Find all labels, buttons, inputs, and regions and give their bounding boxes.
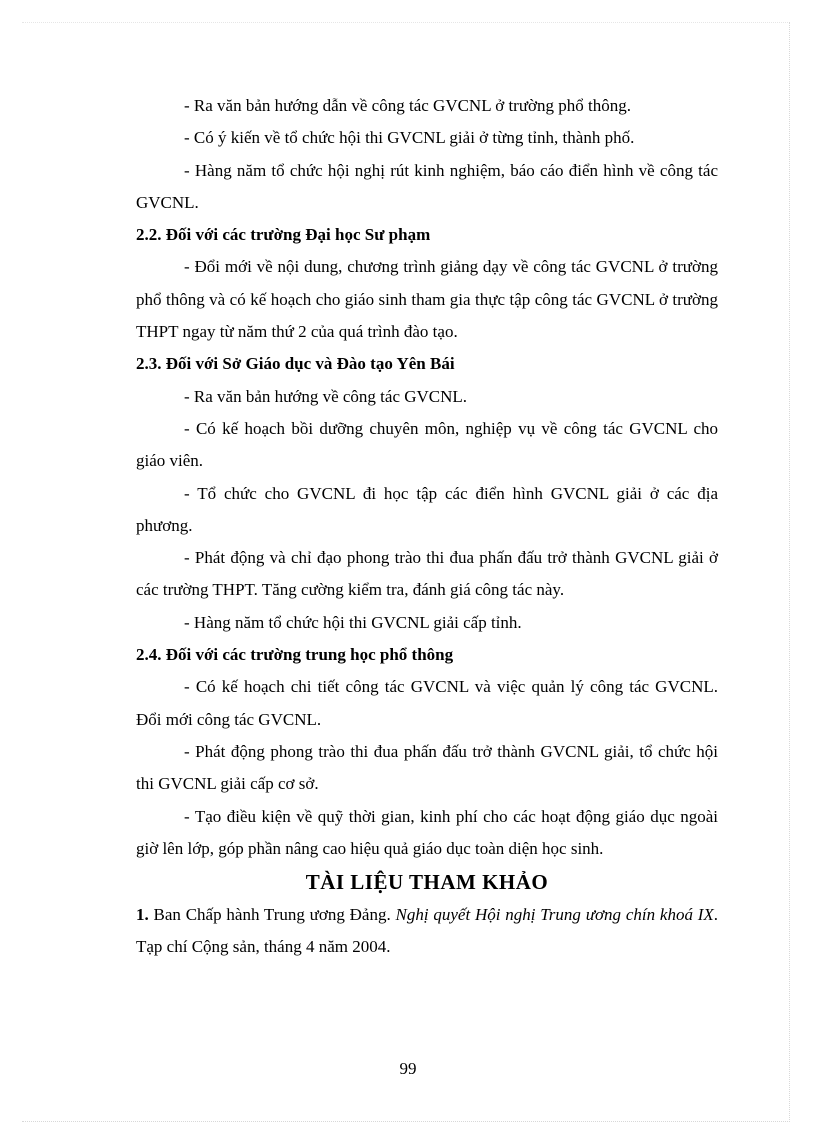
page-content xyxy=(136,90,718,962)
section-heading-2-3: 2.3. Đối với Sở Giáo dục và Đào tạo Yên Bái xyxy=(136,354,455,374)
reference-number: 1. xyxy=(136,905,149,925)
section-heading-2-4: 2.4. Đối với các trường trung học phổ thông xyxy=(136,645,454,665)
paragraph-7: - Tổ chức cho GVCNL đi học tập các điển hình GVCNL giải ở các địa phương. xyxy=(136,483,718,535)
paragraph-10: - Có kế hoạch chi tiết công tác GVCNL và việc quản lý công tác GVCNL. Đổi mới công tác GVCNL. xyxy=(136,677,718,729)
reference-title: Nghị quyết Hội nghị Trung ương chín khoá IX xyxy=(395,905,714,925)
paragraph-5: - Ra văn bản hướng về công tác GVCNL. xyxy=(184,386,468,406)
paragraph-2: - Có ý kiến về tổ chức hội thi GVCNL giải ở từng tỉnh, thành phố. xyxy=(184,128,635,148)
section-heading-2-2: 2.2. Đối với các trường Đại học Sư phạm xyxy=(136,225,431,245)
paragraph-12: - Tạo điều kiện về quỹ thời gian, kinh phí cho các hoạt động giáo dục ngoài giờ lên lớp, góp phần nâng cao hiệu quả giáo dục toàn diện học sinh. xyxy=(136,806,718,858)
paragraph-4: - Đổi mới về nội dung, chương trình giảng dạy về công tác GVCNL ở trường phổ thông và có kế hoạch cho giáo sinh tham gia thực tập công tác GVCNL ở trường THPT ngay từ năm thứ 2 của quá trình đào tạo. xyxy=(136,257,718,342)
paragraph-6: - Có kế hoạch bồi dưỡng chuyên môn, nghiệp vụ về công tác GVCNL cho giáo viên. xyxy=(136,418,718,471)
reference-source: . Tạp chí Cộng sản, tháng 4 năm 2004. xyxy=(136,905,719,956)
reference-author: Ban Chấp hành Trung ương Đảng. xyxy=(153,905,391,925)
paragraph-11: - Phát động phong trào thi đua phấn đấu trở thành GVCNL giải, tổ chức hội thi GVCNL giải cấp cơ sở. xyxy=(136,741,718,794)
page-number: 99 xyxy=(399,1059,417,1078)
reference-item xyxy=(136,899,718,962)
references-title: TÀI LIỆU THAM KHẢO xyxy=(305,870,549,895)
paragraph-9: - Hàng năm tổ chức hội thi GVCNL giải cấp tỉnh. xyxy=(184,612,522,632)
paragraph-1: - Ra văn bản hướng dẫn về công tác GVCNL ở trường phổ thông. xyxy=(184,96,632,115)
paragraph-8: - Phát động và chỉ đạo phong trào thi đua phấn đấu trở thành GVCNL giải ở các trường THPT. Tăng cường kiểm tra, đánh giá công tác này. xyxy=(136,548,718,600)
paragraph-3: - Hàng năm tổ chức hội nghị rút kinh nghiệm, báo cáo điển hình về công tác GVCNL. xyxy=(136,160,718,212)
